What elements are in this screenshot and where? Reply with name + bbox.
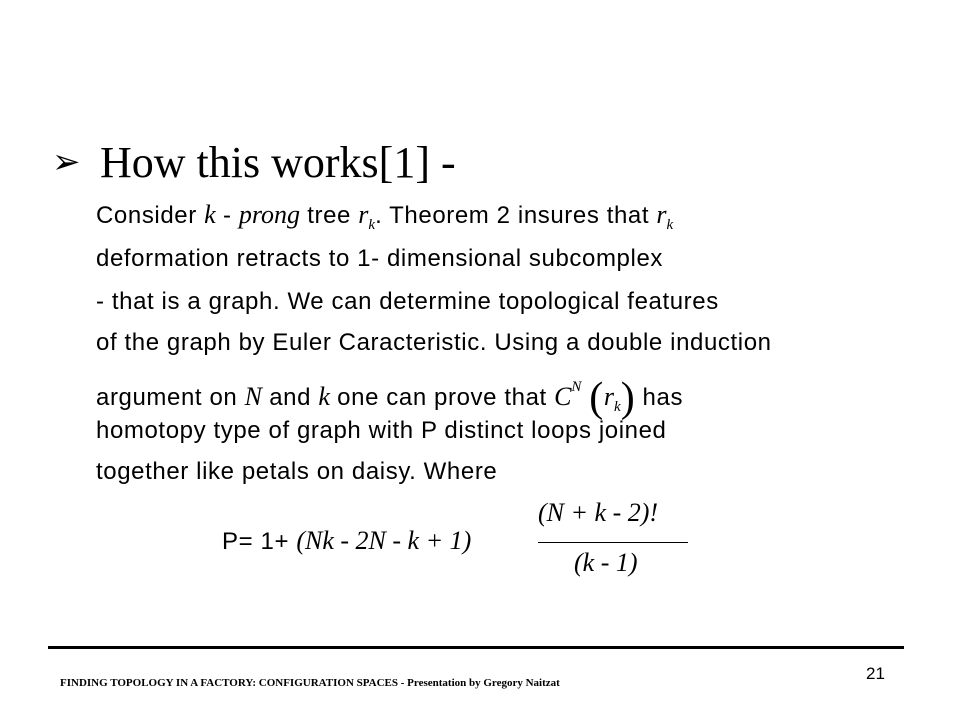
slide-heading: How this works[1] - — [100, 138, 456, 187]
body-line-1: Consider k - prong tree $r_k$. Theorem 2 insures that $r_k$ — [96, 200, 674, 233]
body-line-5: argument on N and k one can prove that $C^N$ $(r_k)$ has — [96, 375, 684, 421]
body-line-7: together like petals on daisy. Where — [96, 458, 498, 485]
formula-numerator: (N + k - 2)! — [538, 498, 659, 527]
loop-count-formula — [222, 498, 702, 598]
bullet-arrow-icon: ➢ — [52, 142, 81, 182]
body-line-6: homotopy type of graph with P distinct loops joined — [96, 417, 667, 444]
formula-left-side: P= 1+ (Nk - 2N - k + 1) — [222, 526, 472, 555]
footer-text: FINDING TOPOLOGY IN A FACTORY: CONFIGURATION SPACES - Presentation by Gregory Naitzat — [60, 677, 560, 689]
body-line-2: deformation retracts to 1- dimensional subcomplex — [96, 245, 663, 272]
formula-denominator: (k - 1) — [574, 548, 638, 577]
page-number: 21 — [866, 664, 885, 683]
body-line-3: - that is a graph. We can determine topological features — [96, 288, 719, 315]
body-line-4: of the graph by Euler Caracteristic. Using a double induction — [96, 329, 772, 356]
formula-factor: (Nk - 2N - k + 1) — [296, 526, 472, 555]
fraction-bar — [538, 542, 688, 543]
footer-divider — [48, 646, 904, 649]
